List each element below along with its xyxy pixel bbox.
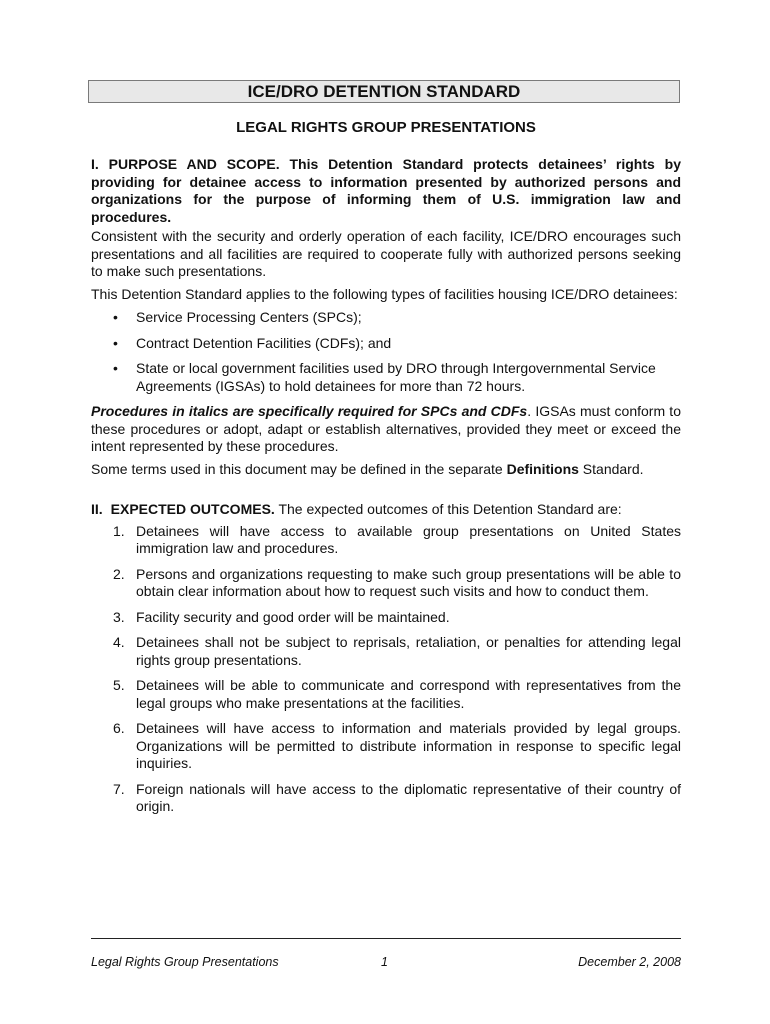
section-1-paragraph-2: This Detention Standard applies to the following types of facilities housing ICE/DRO detainees: [91,285,678,302]
list-item: 2. Persons and organizations requesting to make such group presentations will be able to obtain clear information about how to request such visits and how to conduct them. [113,565,681,599]
list-item: 6. Detainees will have access to information and materials provided by legal groups. Organizations will be permitted to distribute information in response to specific legal inquiries. [113,720,681,771]
bullet-icon: • [113,360,118,376]
list-item: • Contract Detention Facilities (CDFs); and [113,334,392,351]
section-1-heading: I. PURPOSE AND SCOPE. This Detention Standard protects detainees’ rights by providing for detainee access to information presented by authorized persons and organizations for the purpose of informing them of U.S. immigration law and procedures. [91,156,681,225]
list-item: 7. Foreign nationals will have access to the diplomatic representative of their country of origin. [113,780,681,814]
expected-outcomes-list [91,523,681,816]
list-item: 5. Detainees will be able to communicate and correspond with representatives from the legal groups who make presentations at the facilities. [113,677,681,711]
bullet-icon: • [113,334,118,351]
list-item: • State or local government facilities used by DRO through Intergovernmental Service Agreements (IGSAs) to hold detainees for more than 72 hours. [113,360,656,394]
definitions-paragraph: Some terms used in this document may be defined in the separate Definitions Standard. [91,460,644,477]
procedures-italic-lead: Procedures in italics are specifically required for SPCs and CDFs [91,403,528,419]
list-item: 4. Detainees shall not be subject to reprisals, retaliation, or penalties for attending legal rights group presentations. [113,634,681,668]
document-title: ICE/DRO DETENTION STANDARD [88,80,680,103]
bullet-icon: • [113,309,118,325]
section-2-heading: II. EXPECTED OUTCOMES. The expected outcomes of this Detention Standard are: [91,501,622,517]
list-item: 3. Facility security and good order will be maintained. [113,608,450,625]
section-1-paragraph-1: Consistent with the security and orderly operation of each facility, ICE/DRO encourages such presentations and all facilities are required to cooperate fully with authorized persons seeking to make such presentations. [91,228,681,279]
list-item: • Service Processing Centers (SPCs); [113,309,362,325]
page-number: 1 [381,955,388,969]
facility-type-list [91,309,681,395]
definitions-term: Definitions [506,460,579,477]
list-item: 1. Detainees will have access to available group presentations on United States immigration law and procedures. [113,522,681,556]
document-subtitle: LEGAL RIGHTS GROUP PRESENTATIONS [236,119,536,136]
footer-date: December 2, 2008 [578,955,681,969]
procedures-paragraph: Procedures in italics are specifically required for SPCs and CDFs. IGSAs must conform to these procedures or adopt, adapt or establish alternatives, provided they meet or exceed the intent represented by these procedures. [91,403,681,454]
document-page [91,80,681,824]
footer-document-name: Legal Rights Group Presentations [91,955,279,969]
footer-divider [91,938,681,939]
